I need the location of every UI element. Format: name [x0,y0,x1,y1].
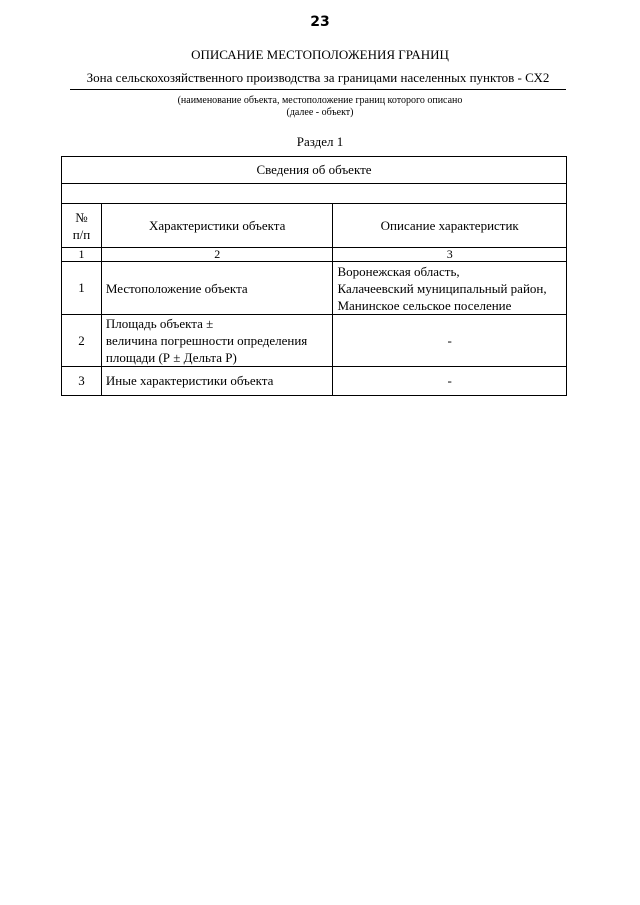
table-row [62,367,567,396]
description-line: Манинское сельское поселение [337,297,512,313]
header-description: Описание характеристик [333,204,567,248]
description-line: Воронежская область, [337,263,460,279]
row-number: 2 [62,315,102,367]
object-caption-line-2: (далее - объект) [286,107,354,118]
table-header-row [62,204,567,248]
page-number: 23 [310,14,330,30]
column-number-3: 3 [333,248,567,262]
description-line: Калачеевский муниципальный район, [337,280,547,296]
row-characteristic: Местоположение объекта [101,262,333,315]
table-row [62,262,567,315]
header-number-line-1: № [75,209,88,225]
column-number-1: 1 [62,248,102,262]
column-numbers-row [62,248,567,262]
row-characteristic: Иные характеристики объекта [101,367,333,396]
table-empty-cell [62,184,567,204]
header-number-line-2: п/п [72,226,91,242]
row-characteristic [101,315,333,367]
table-row [62,315,567,367]
table-empty-row [62,184,567,204]
row-number: 1 [62,262,102,315]
object-caption [0,95,640,119]
row-description: - [333,367,567,396]
header-number [62,204,102,248]
object-name: Зона сельскохозяйственного производства за границами населенных пунктов - СХ2 [70,70,566,90]
object-info-table [61,156,567,396]
document-title: ОПИСАНИЕ МЕСТОПОЛОЖЕНИЯ ГРАНИЦ [191,47,449,62]
table-title-row [62,157,567,184]
header-characteristic: Характеристики объекта [101,204,333,248]
characteristic-line: величина погрешности определения [105,333,308,348]
row-description [333,262,567,315]
column-number-2: 2 [101,248,333,262]
characteristic-line: площади (Р ± Дельта Р) [105,350,237,365]
section-label: Раздел 1 [296,134,344,149]
characteristic-line: Площадь объекта ± [105,316,214,331]
row-description: - [333,315,567,367]
table-title: Сведения об объекте [62,157,567,184]
row-number: 3 [62,367,102,396]
object-caption-line-1: (наименование объекта, местоположение границ которого описано [177,95,463,106]
